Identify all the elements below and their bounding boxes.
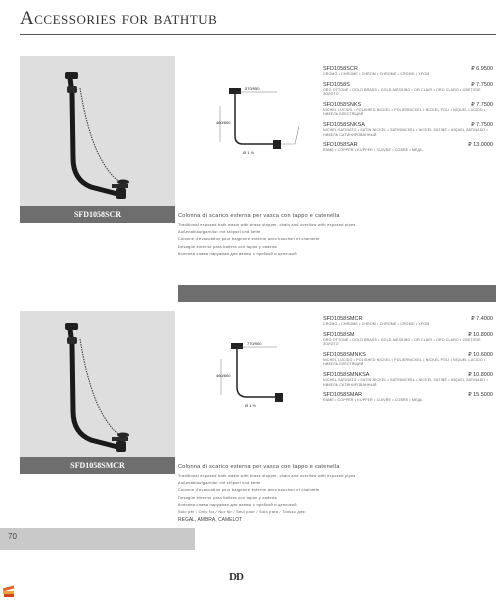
variant-row: [323, 66, 493, 77]
variant-price: ₽ 15.5000: [468, 392, 493, 399]
product-code-bar: SFD1058SMCR: [20, 457, 175, 474]
variant-finish: CROMO • CHROME • CHROM • CHROME • CROMO • ХРОМ: [323, 72, 430, 76]
variant-code: SFD1058SM: [323, 331, 355, 338]
variant-price: ₽ 7.7500: [471, 81, 493, 88]
book-stack-icon[interactable]: [2, 584, 16, 598]
variant-price: ₽ 10.6000: [468, 351, 493, 358]
variant-row: [323, 316, 493, 327]
page-title: Accessories for bathtub: [20, 8, 218, 29]
description-heading: Colonna di scarico esterna per vasca con tappo e catenella: [178, 464, 340, 470]
product-photo: [20, 311, 175, 457]
product-description: [178, 464, 478, 523]
description-line: Colonne d'evacuation pour baignoire externe avec bouchon et chainette: [178, 488, 320, 493]
brand-logo: DD: [229, 571, 243, 583]
dimension-label: Ø 1 ½: [243, 150, 254, 155]
compatible-models: REGAL, AMBRA, CAMELOT: [178, 517, 243, 524]
variant-code: SFD1058SNKS: [323, 101, 362, 108]
description-line: Colonne d'evacuation pour baignoire externe avec bouchon et chainette: [178, 237, 320, 242]
page-number-bar: [0, 528, 195, 550]
variant-price: ₽ 7.7500: [471, 121, 493, 128]
variant-finish: ORO OTTONE • GOLD BRASS • GOLD-MESSING • OR CLAIR • ORO CLARO • СВЕТЛОЕ ЗОЛОТО: [323, 337, 481, 347]
bath-waste-photo: [20, 56, 175, 206]
variant-price: ₽ 6.9500: [471, 66, 493, 72]
variant-finish: RAME • COPPER • KUPFER • CUIVRE • COBRE • МЕДЬ: [323, 398, 423, 403]
description-line: Колонна слива наружная для ванны с пробкой и цепочкой: [178, 251, 297, 256]
variant-finish: NICHEL LUCIDO • POLISHED NICKEL • POLIERNICKEL • NICKEL POLI • NÍQUEL LUCIDO • НИКЕЛЬ БЛЕСТЯЩИЙ: [323, 107, 486, 117]
product-photo: [20, 56, 175, 206]
section-footer-bar: [178, 285, 496, 302]
variant-code: SFD1058SAR: [323, 142, 358, 149]
title-divider: [20, 34, 496, 35]
variant-finish: CROMO • CHROME • CHROM • CHROME • CROMO • ХРОМ: [323, 322, 430, 326]
variant-finish: NICHEL LUCIDO • POLISHED NICKEL • POLIERNICKEL • NICKEL POLI • NÍQUEL LUCIDO • НИКЕЛЬ БЛЕСТЯЩИЙ: [323, 357, 486, 367]
variant-finish: ORO OTTONE • GOLD BRASS • GOLD-MESSING • OR CLAIR • ORO CLARO • СВЕТЛОЕ ЗОЛОТО: [323, 87, 481, 97]
description-line: Колонна слива наружная для ванны с пробкой и цепочкой: [178, 502, 297, 507]
dimension-label: 460/600: [216, 373, 231, 378]
description-line: Außenablaufgarnitur mit stöpsel und kette: [178, 481, 261, 486]
variant-row: [323, 372, 493, 387]
description-heading: Colonna di scarico esterna per vasca con tappo e catenella: [178, 213, 340, 219]
variant-code: SFD1058S: [323, 81, 350, 88]
product-section-scr: [20, 56, 496, 298]
variant-row: [323, 352, 493, 367]
dimension-label: 570/950: [245, 86, 260, 91]
variant-price: ₽ 7.4000: [471, 316, 493, 322]
description-line: Desagüe exterior para bañera con tapón y cadena: [178, 495, 277, 500]
variant-row: [323, 392, 493, 403]
product-code-bar: SFD1058SCR: [20, 206, 175, 223]
product-description: [178, 213, 478, 259]
variant-code: SFD1058SMAR: [323, 392, 363, 399]
dimension-label: 460/600: [216, 120, 231, 125]
compatibility-note: Solo per / Only for / Nur für / Seul pour / Solo para / Только для:: [178, 510, 307, 515]
variant-code: SFD1058SMNKSA: [323, 371, 370, 378]
technical-drawing: [215, 86, 310, 156]
variant-code: SFD1058SMCR: [323, 316, 363, 322]
variant-finish: NICHEL SATINATO • SATIN NICKEL • SATINNICKEL • NICKEL SATINÉ • NÍQUEL SATINADO • НИКЕЛЬ САТИНИРОВАННЫЙ: [323, 127, 488, 137]
variant-price: ₽ 10.8000: [468, 371, 493, 378]
variant-code: SFD1058SMNKS: [323, 351, 366, 358]
description-line: Desagüe exterior para bañera con tapón y cadena: [178, 244, 277, 249]
technical-drawing: [215, 339, 310, 409]
dimension-label: 770/900: [247, 341, 262, 346]
variant-finish: RAME • COPPER • KUPFER • CUIVRE • COBRE • МЕДЬ: [323, 148, 423, 153]
dimension-label: Ø 1 ½: [245, 403, 256, 408]
variant-row: [323, 142, 493, 153]
variant-price-list: [323, 66, 493, 158]
variant-code: SFD1058SNKSA: [323, 121, 365, 128]
variant-row: [323, 122, 493, 137]
variant-row: [323, 102, 493, 117]
product-section-smcr: [20, 311, 496, 551]
variant-code: SFD1058SCR: [323, 66, 358, 72]
variant-price: ₽ 10.8000: [468, 331, 493, 338]
variant-price: ₽ 7.7500: [471, 101, 493, 108]
page-number: 70: [8, 532, 17, 541]
bath-waste-photo: [20, 311, 175, 457]
description-line: Traditional exposed bath waste with brass stopper, chain and overflow with exposed pipes: [178, 223, 356, 227]
variant-finish: NICHEL SATINATO • SATIN NICKEL • SATINNICKEL • NICKEL SATINÉ • NÍQUEL SATINADO • НИКЕЛЬ САТИНИРОВАННЫЙ: [323, 377, 488, 387]
variant-row: [323, 332, 493, 347]
variant-price: ₽ 13.0000: [468, 142, 493, 149]
description-line: Außenablaufgarnitur mit stöpsel und kette: [178, 230, 261, 235]
description-line: Traditional exposed bath waste with brass stopper, chain and overflow with exposed pipes: [178, 474, 356, 478]
variant-price-list: [323, 316, 493, 408]
variant-row: [323, 82, 493, 97]
